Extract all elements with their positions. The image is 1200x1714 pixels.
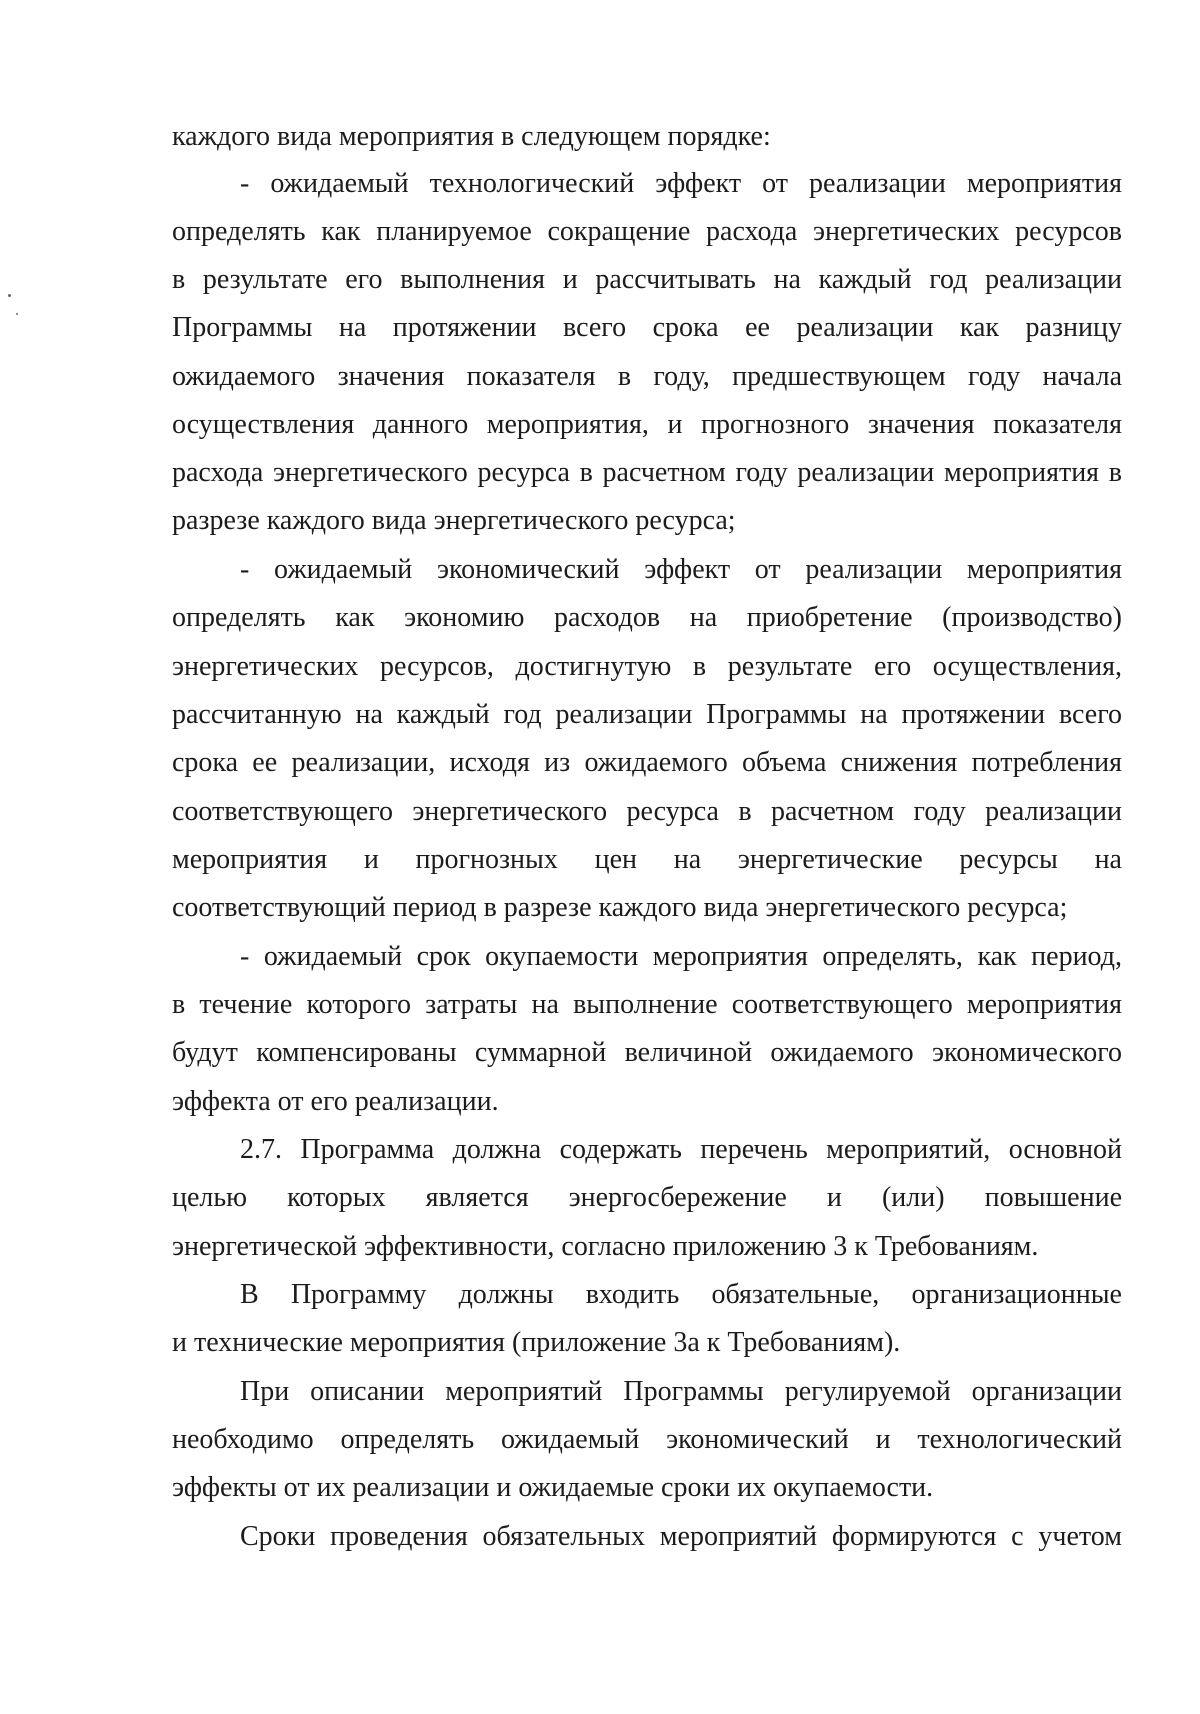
text-line: в течение которого затраты на выполнение соответствующего мероприятия bbox=[172, 989, 1122, 1020]
text-line: срока ее реализации, исходя из ожидаемого объема снижения потребления bbox=[172, 747, 1122, 778]
text-line: 2.7. Программа должна содержать перечень мероприятий, основной bbox=[240, 1134, 1122, 1165]
text-line: необходимо определять ожидаемый экономический и технологический bbox=[172, 1424, 1122, 1455]
text-line: целью которых является энергосбережение и (или) повышение bbox=[172, 1182, 1122, 1213]
text-line: в результате его выполнения и рассчитывать на каждый год реализации bbox=[172, 264, 1122, 295]
text-line: Сроки проведения обязательных мероприятий формируются с учетом bbox=[240, 1521, 1122, 1552]
text-line: мероприятия и прогнозных цен на энергетические ресурсы на bbox=[172, 844, 1122, 875]
text-line: энергетической эффективности, согласно приложению 3 к Требованиям. bbox=[172, 1231, 1039, 1262]
text-line: расхода энергетического ресурса в расчетном году реализации мероприятия в bbox=[172, 457, 1122, 488]
text-line: каждого вида мероприятия в следующем порядке: bbox=[172, 121, 771, 152]
text-line: определять как экономию расходов на приобретение (производство) bbox=[172, 602, 1122, 633]
text-line: ожидаемого значения показателя в году, предшествующем году начала bbox=[172, 361, 1122, 392]
text-line: энергетических ресурсов, достигнутую в результате его осуществления, bbox=[172, 651, 1122, 682]
scan-speck bbox=[16, 313, 18, 315]
text-line: осуществления данного мероприятия, и прогнозного значения показателя bbox=[172, 409, 1122, 440]
text-line: разрезе каждого вида энергетического ресурса; bbox=[172, 505, 736, 536]
text-line: эффекты от их реализации и ожидаемые сроки их окупаемости. bbox=[172, 1472, 934, 1503]
text-line: и технические мероприятия (приложение 3а к Требованиям). bbox=[172, 1327, 901, 1358]
text-line: определять как планируемое сокращение расхода энергетических ресурсов bbox=[172, 216, 1122, 247]
text-line: При описании мероприятий Программы регулируемой организации bbox=[240, 1376, 1122, 1407]
text-line: соответствующего энергетического ресурса в расчетном году реализации bbox=[172, 796, 1122, 827]
text-line: - ожидаемый технологический эффект от реализации мероприятия bbox=[240, 168, 1122, 199]
text-line: будут компенсированы суммарной величиной ожидаемого экономического bbox=[172, 1037, 1122, 1068]
text-line: В Программу должны входить обязательные, организационные bbox=[240, 1279, 1122, 1310]
text-line: эффекта от его реализации. bbox=[172, 1086, 499, 1117]
text-line: рассчитанную на каждый год реализации Программы на протяжении всего bbox=[172, 699, 1122, 730]
text-line: - ожидаемый экономический эффект от реализации мероприятия bbox=[240, 554, 1122, 585]
text-line: Программы на протяжении всего срока ее реализации как разницу bbox=[172, 312, 1122, 343]
text-line: соответствующий период в разрезе каждого вида энергетического ресурса; bbox=[172, 892, 1068, 923]
text-line: - ожидаемый срок окупаемости мероприятия определять, как период, bbox=[240, 941, 1122, 972]
scan-speck bbox=[8, 294, 11, 297]
